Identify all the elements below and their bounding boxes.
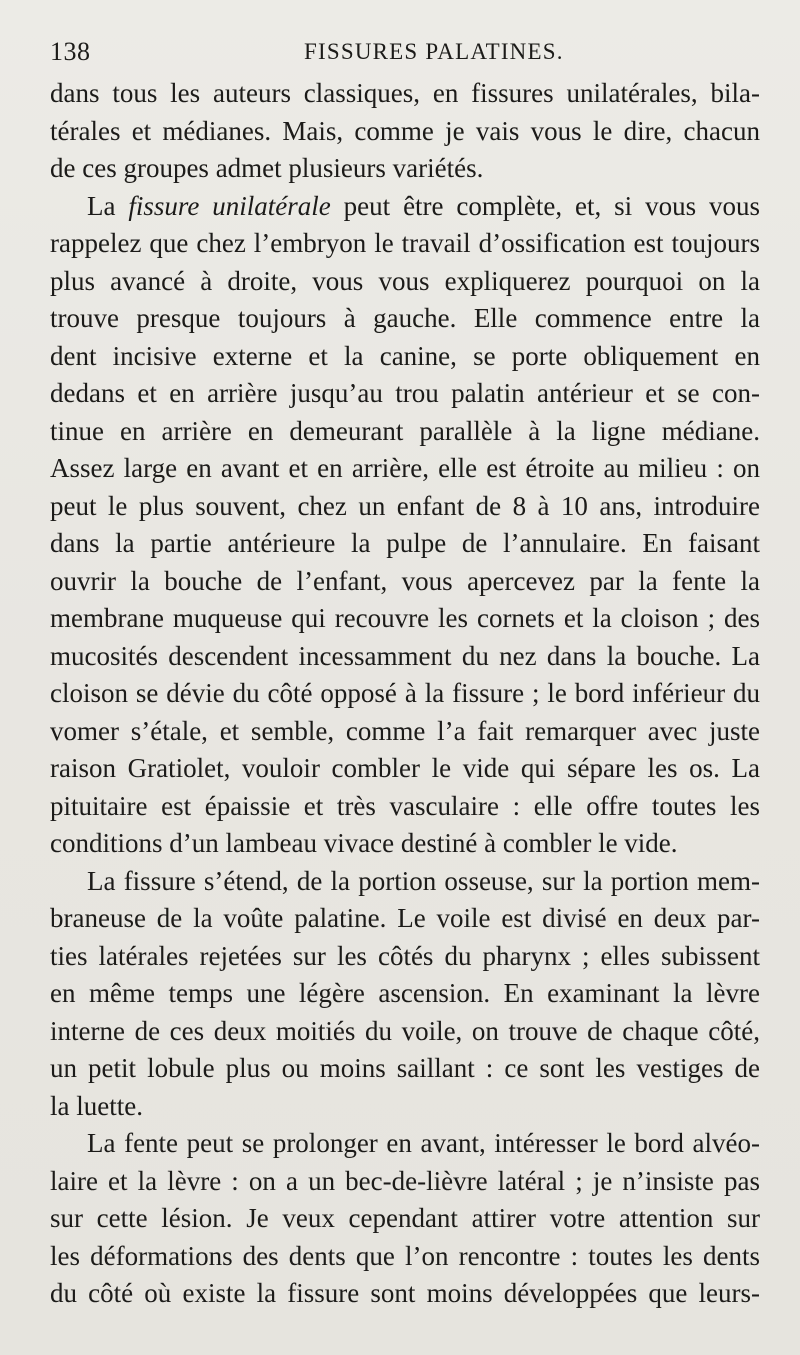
- text-line: braneuse de la voûte palatine. Le voile est divisé en deux par-: [50, 903, 760, 933]
- text-line: raison Gratiolet, vouloir combler le vide qui sépare les os. La: [50, 753, 760, 783]
- text-line: tinue en arrière en demeurant parallèle à la ligne médiane.: [50, 415, 760, 446]
- text-line: La fissure s’étend, de la portion osseuse, sur la portion mem-: [87, 865, 760, 896]
- text-line: du côté où existe la fissure sont moins développées que leurs-: [50, 1278, 760, 1308]
- page-number: 138: [50, 37, 91, 66]
- paragraph: [50, 863, 760, 1126]
- text-line: trouve presque toujours à gauche. Elle commence entre la: [50, 303, 760, 333]
- text-line: interne de ces deux moitiés du voile, on trouve de chaque côté,: [50, 1015, 760, 1046]
- text-line: membrane muqueuse qui recouvre les cornets et la cloison ; des: [50, 603, 760, 633]
- text-line: mucosités descendent incessamment du nez dans la bouche. La: [50, 640, 760, 671]
- text-line: La fente peut se prolonger en avant, intéresser le bord alvéo-: [87, 1128, 760, 1158]
- text-line: La fissure unilatérale peut être complète, et, si vous vous: [87, 190, 760, 221]
- page-header: [50, 34, 760, 70]
- text-line: peut le plus souvent, chez un enfant de 8 à 10 ans, introduire: [50, 490, 760, 521]
- text-line: rappelez que chez l’embryon le travail d’ossification est toujours: [50, 228, 760, 258]
- text-line: dent incisive externe et la canine, se porte obliquement en: [50, 340, 760, 371]
- paragraph: [50, 1125, 760, 1313]
- text-line: térales et médianes. Mais, comme je vais vous le dire, chacun: [50, 115, 760, 146]
- text-line: laire et la lèvre : on a un bec-de-lièvre latéral ; je n’insiste pas: [50, 1165, 760, 1196]
- text-line: dans tous les auteurs classiques, en fissures unilatérales, bila-: [50, 78, 760, 108]
- text-line: un petit lobule plus ou moins saillant : ce sont les vestiges de: [50, 1053, 760, 1083]
- text-line: conditions d’un lambeau vivace destiné à combler le vide.: [50, 828, 678, 858]
- text-line: vomer s’étale, et semble, comme l’a fait remarquer avec juste: [50, 715, 760, 746]
- text-line: dans la partie antérieure la pulpe de l’annulaire. En faisant: [50, 528, 760, 558]
- text-line: ouvrir la bouche de l’enfant, vous apercevez par la fente la: [50, 565, 760, 596]
- running-title: FISSURES PALATINES.: [304, 39, 564, 64]
- paragraph: [50, 75, 760, 188]
- text-line: dedans et en arrière jusqu’au trou palatin antérieur et se con-: [50, 378, 760, 408]
- body-text: [50, 75, 760, 1313]
- paragraph: [50, 188, 760, 863]
- text-line: en même temps une légère ascension. En examinant la lèvre: [50, 978, 760, 1008]
- text-line: sur cette lésion. Je veux cependant attirer votre attention sur: [50, 1203, 760, 1233]
- text-line: cloison se dévie du côté opposé à la fissure ; le bord inférieur du: [50, 678, 760, 708]
- text-line: de ces groupes admet plusieurs variétés.: [50, 153, 484, 183]
- text-line: les déformations des dents que l’on rencontre : toutes les dents: [50, 1240, 760, 1271]
- text-line: pituitaire est épaissie et très vasculaire : elle offre toutes les: [50, 790, 760, 821]
- text-line: ties latérales rejetées sur les côtés du pharynx ; elles subissent: [50, 940, 760, 971]
- text-line: plus avancé à droite, vous vous expliquerez pourquoi on la: [50, 265, 760, 296]
- text-line: Assez large en avant et en arrière, elle est étroite au milieu : on: [50, 453, 760, 483]
- text-line: la luette.: [50, 1090, 143, 1121]
